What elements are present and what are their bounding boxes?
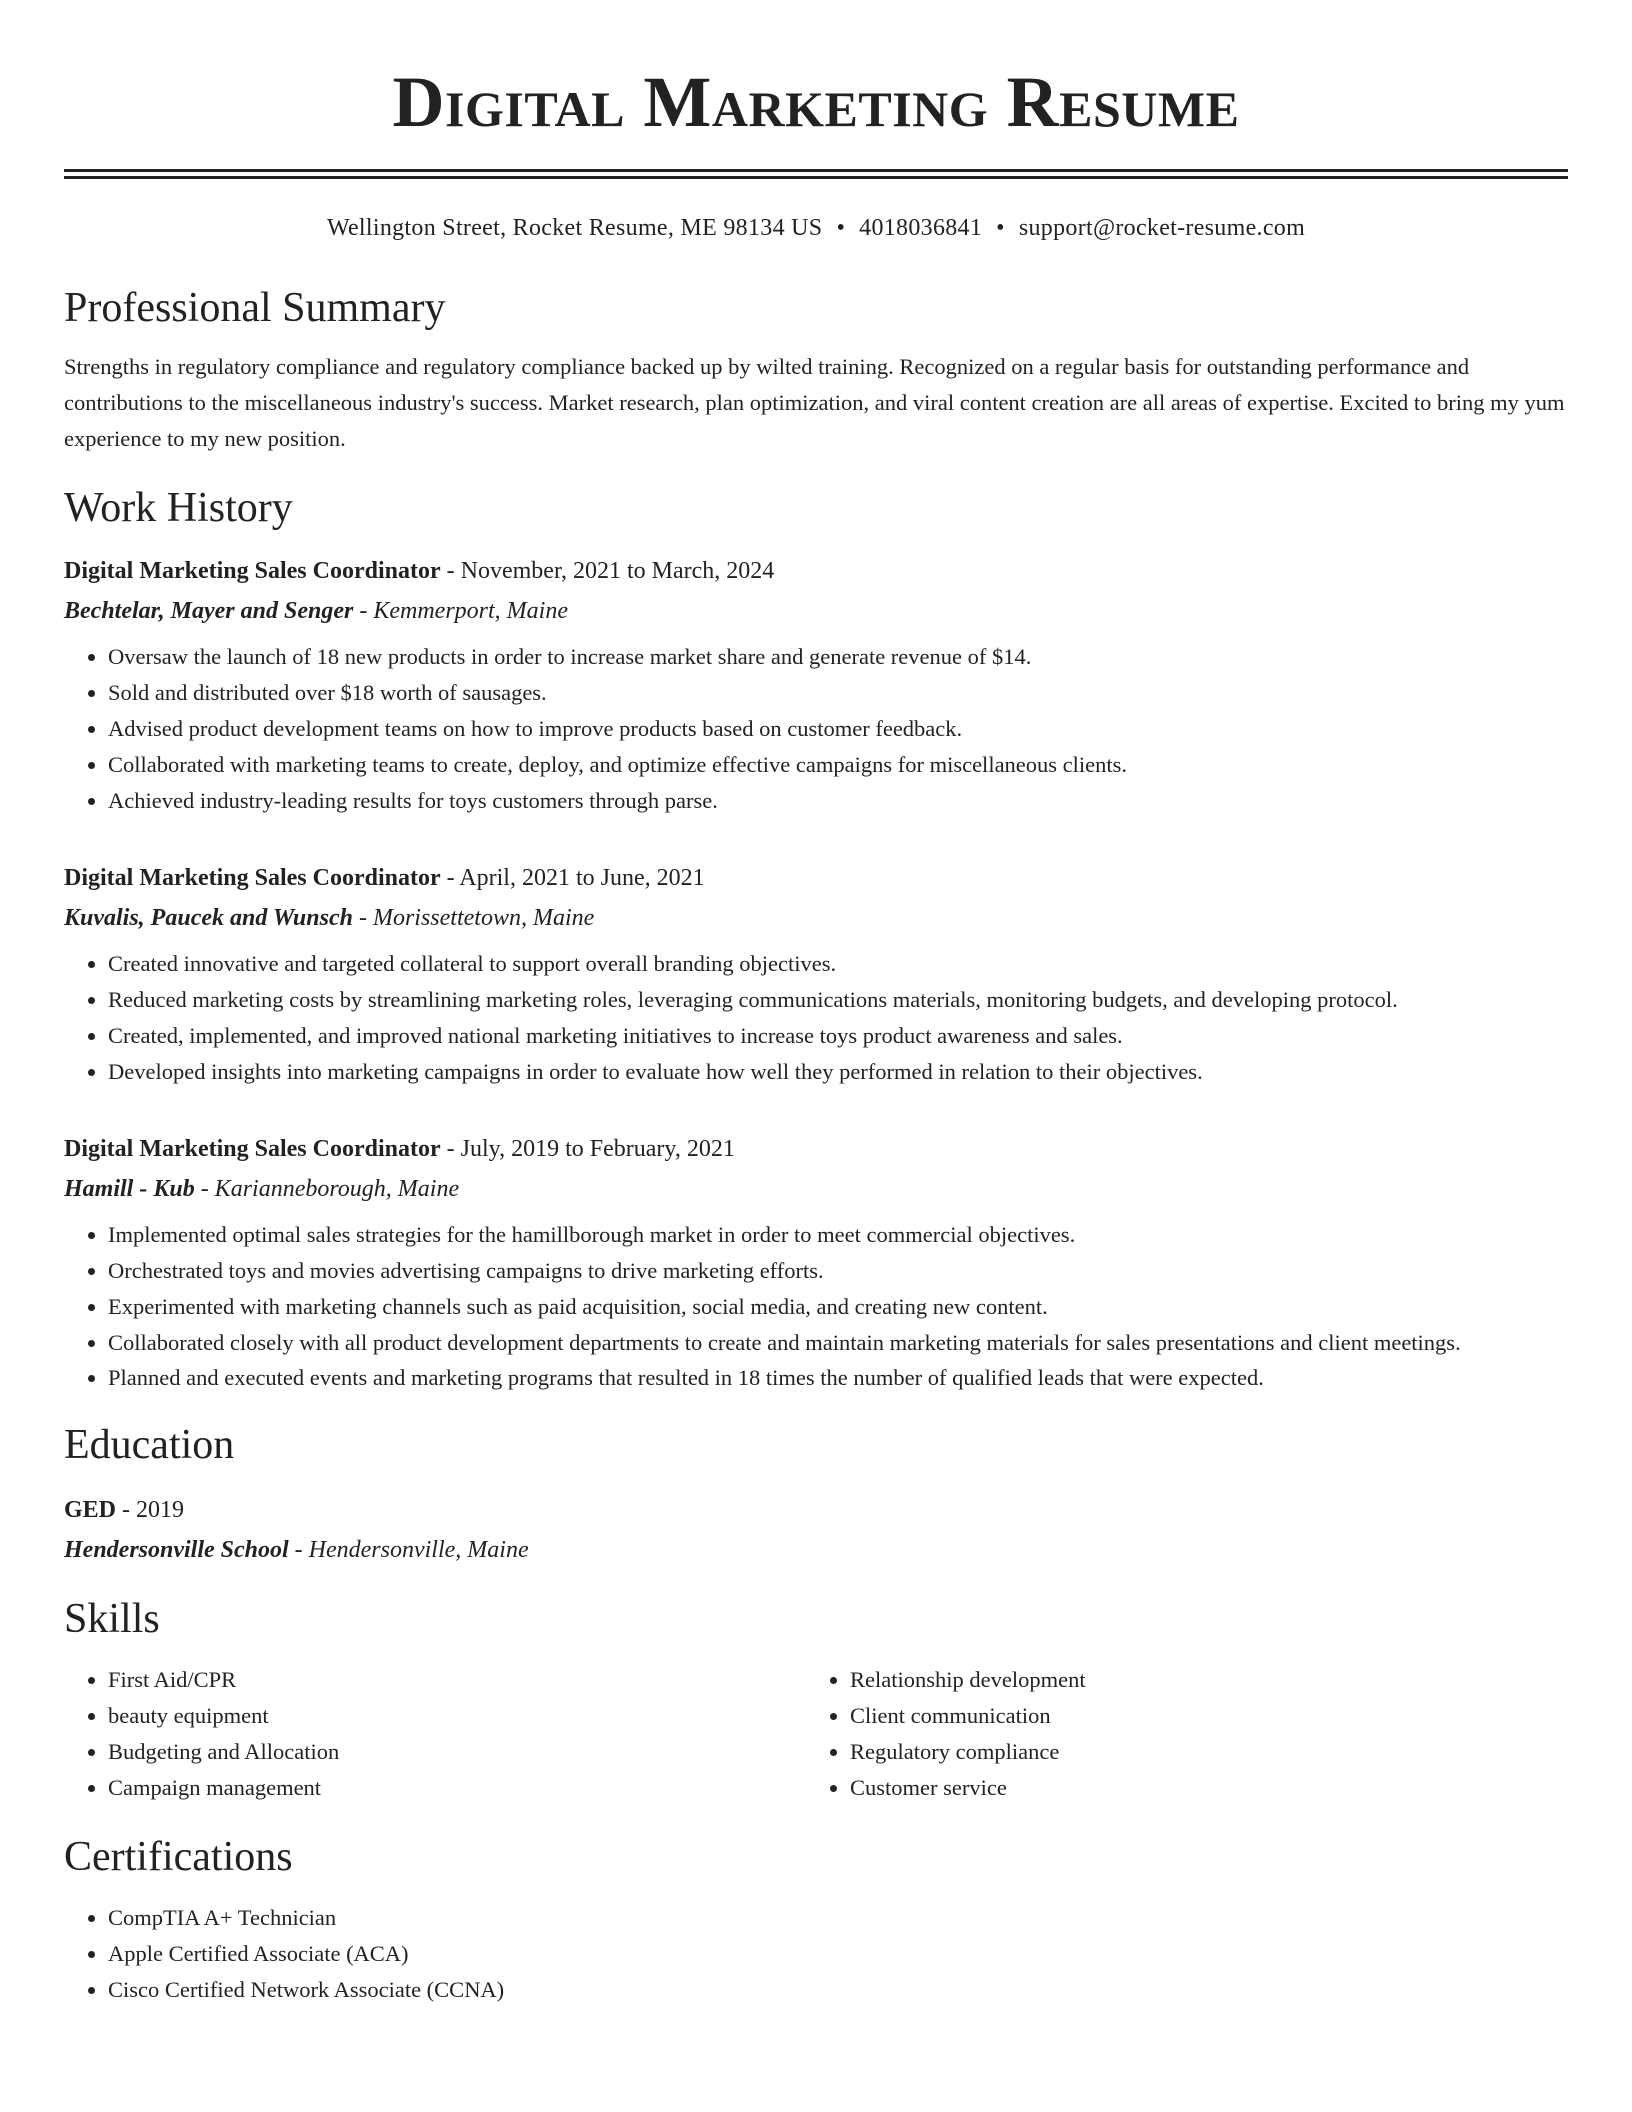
job-role: Digital Marketing Sales Coordinator: [64, 558, 441, 584]
education-location: - Hendersonville, Maine: [288, 1537, 529, 1563]
job-bullet: • Experimented with marketing channels such as paid acquisition, social media, and creating new content.: [108, 1289, 1568, 1325]
job-bullet: • Reduced marketing costs by streamlining marketing roles, leveraging communications materials, monitoring budgets, and developing protocol.: [108, 982, 1568, 1018]
job-bullet: • Advised product development teams on how to improve products based on customer feedback.: [108, 711, 1568, 747]
skill-item: • Regulatory compliance: [850, 1734, 1548, 1770]
job-bullet: • Orchestrated toys and movies advertising campaigns to drive marketing efforts.: [108, 1253, 1568, 1289]
job-company: Bechtelar, Mayer and Senger: [64, 598, 354, 624]
contact-separator: •: [836, 215, 846, 241]
skill-item: • Client communication: [850, 1698, 1548, 1734]
certification-item: • Cisco Certified Network Associate (CCNA): [108, 1972, 1568, 2008]
job-title-line: [64, 858, 1568, 898]
education-year: - 2019: [116, 1497, 185, 1523]
job-location: - Karianneborough, Maine: [194, 1176, 460, 1202]
job-bullet: • Achieved industry-leading results for toys customers through parse.: [108, 783, 1568, 819]
title-double-rule: [64, 169, 1568, 179]
contact-separator: •: [996, 215, 1005, 241]
job-company: Hamill - Kub: [64, 1176, 195, 1202]
job-bullet: • Planned and executed events and marketing programs that resulted in 18 times the number of qualified leads that were expected.: [108, 1360, 1568, 1396]
work-history-heading: Work History: [64, 485, 293, 531]
job-entry: [64, 1129, 1568, 1396]
job-bullet: • Developed insights into marketing campaigns in order to evaluate how well they performed in relation to their objectives.: [108, 1054, 1568, 1090]
resume-title: Digital Marketing Resume: [392, 62, 1240, 142]
job-title-line: [64, 551, 1568, 591]
job-bullet: • Oversaw the launch of 18 new products in order to increase market share and generate revenue of $14.: [108, 639, 1568, 675]
certifications-list: [64, 1900, 1568, 2008]
skills-columns: [64, 1662, 1568, 1806]
job-company-line: [64, 1169, 1568, 1209]
job-bullets: [64, 1217, 1568, 1396]
certification-item: • Apple Certified Associate (ACA): [108, 1936, 1568, 1972]
skills-heading: Skills: [64, 1596, 160, 1642]
job-company: Kuvalis, Paucek and Wunsch: [64, 905, 353, 931]
education-school: Hendersonville School: [64, 1537, 289, 1563]
certifications-heading: Certifications: [64, 1834, 293, 1880]
skills-right-list: [806, 1662, 1548, 1806]
job-bullet: • Created, implemented, and improved national marketing initiatives to increase toys product awareness and sales.: [108, 1018, 1568, 1054]
skill-item: • Campaign management: [108, 1770, 806, 1806]
job-dates: - April, 2021 to June, 2021: [440, 865, 705, 891]
job-bullet: • Sold and distributed over $18 worth of sausages.: [108, 675, 1568, 711]
job-location: - Kemmerport, Maine: [353, 598, 568, 624]
job-entry: [64, 551, 1568, 819]
certification-item: • CompTIA A+ Technician: [108, 1900, 1568, 1936]
job-entry: [64, 858, 1568, 1090]
skill-item: • Relationship development: [850, 1662, 1548, 1698]
summary-heading: Professional Summary: [64, 285, 446, 331]
skill-item: • beauty equipment: [108, 1698, 806, 1734]
contact-address: Wellington Street, Rocket Resume, ME 98134 US: [326, 215, 823, 241]
job-title-line: [64, 1129, 1568, 1169]
summary-text: Strengths in regulatory compliance and regulatory compliance backed up by wilted training. Recognized on a regular basis for outstanding performance and contributions to the miscellaneous industry's success. Market research, plan optimization, and viral content creation are all areas of expertise. Excited to bring my yum experience to my new position.: [64, 354, 1565, 451]
education-degree-line: [64, 1490, 1568, 1530]
job-dates: - July, 2019 to February, 2021: [440, 1136, 735, 1162]
job-bullet: • Collaborated with marketing teams to create, deploy, and optimize effective campaigns for miscellaneous clients.: [108, 747, 1568, 783]
job-bullets: [64, 639, 1568, 819]
job-company-line: [64, 591, 1568, 631]
job-bullet: • Created innovative and targeted collateral to support overall branding objectives.: [108, 946, 1568, 982]
skill-item: • First Aid/CPR: [108, 1662, 806, 1698]
education-entry: [64, 1490, 1568, 1570]
skill-item: • Budgeting and Allocation: [108, 1734, 806, 1770]
job-role: Digital Marketing Sales Coordinator: [64, 1136, 441, 1162]
contact-line: [64, 213, 1568, 243]
job-bullets: [64, 946, 1568, 1090]
job-bullet: • Collaborated closely with all product development departments to create and maintain marketing materials for sales presentations and client meetings.: [108, 1325, 1568, 1360]
job-bullet: • Implemented optimal sales strategies for the hamillborough market in order to meet commercial objectives.: [108, 1217, 1568, 1253]
job-role: Digital Marketing Sales Coordinator: [64, 865, 441, 891]
contact-phone: 4018036841: [859, 215, 983, 241]
job-company-line: [64, 898, 1568, 938]
education-school-line: [64, 1530, 1568, 1570]
skills-left-list: [64, 1662, 806, 1806]
skill-item: • Customer service: [850, 1770, 1548, 1806]
contact-email: support@rocket-resume.com: [1018, 215, 1306, 241]
job-dates: - November, 2021 to March, 2024: [440, 558, 775, 584]
education-heading: Education: [64, 1422, 235, 1468]
education-degree: GED: [64, 1497, 117, 1523]
job-location: - Morissettetown, Maine: [352, 905, 595, 931]
